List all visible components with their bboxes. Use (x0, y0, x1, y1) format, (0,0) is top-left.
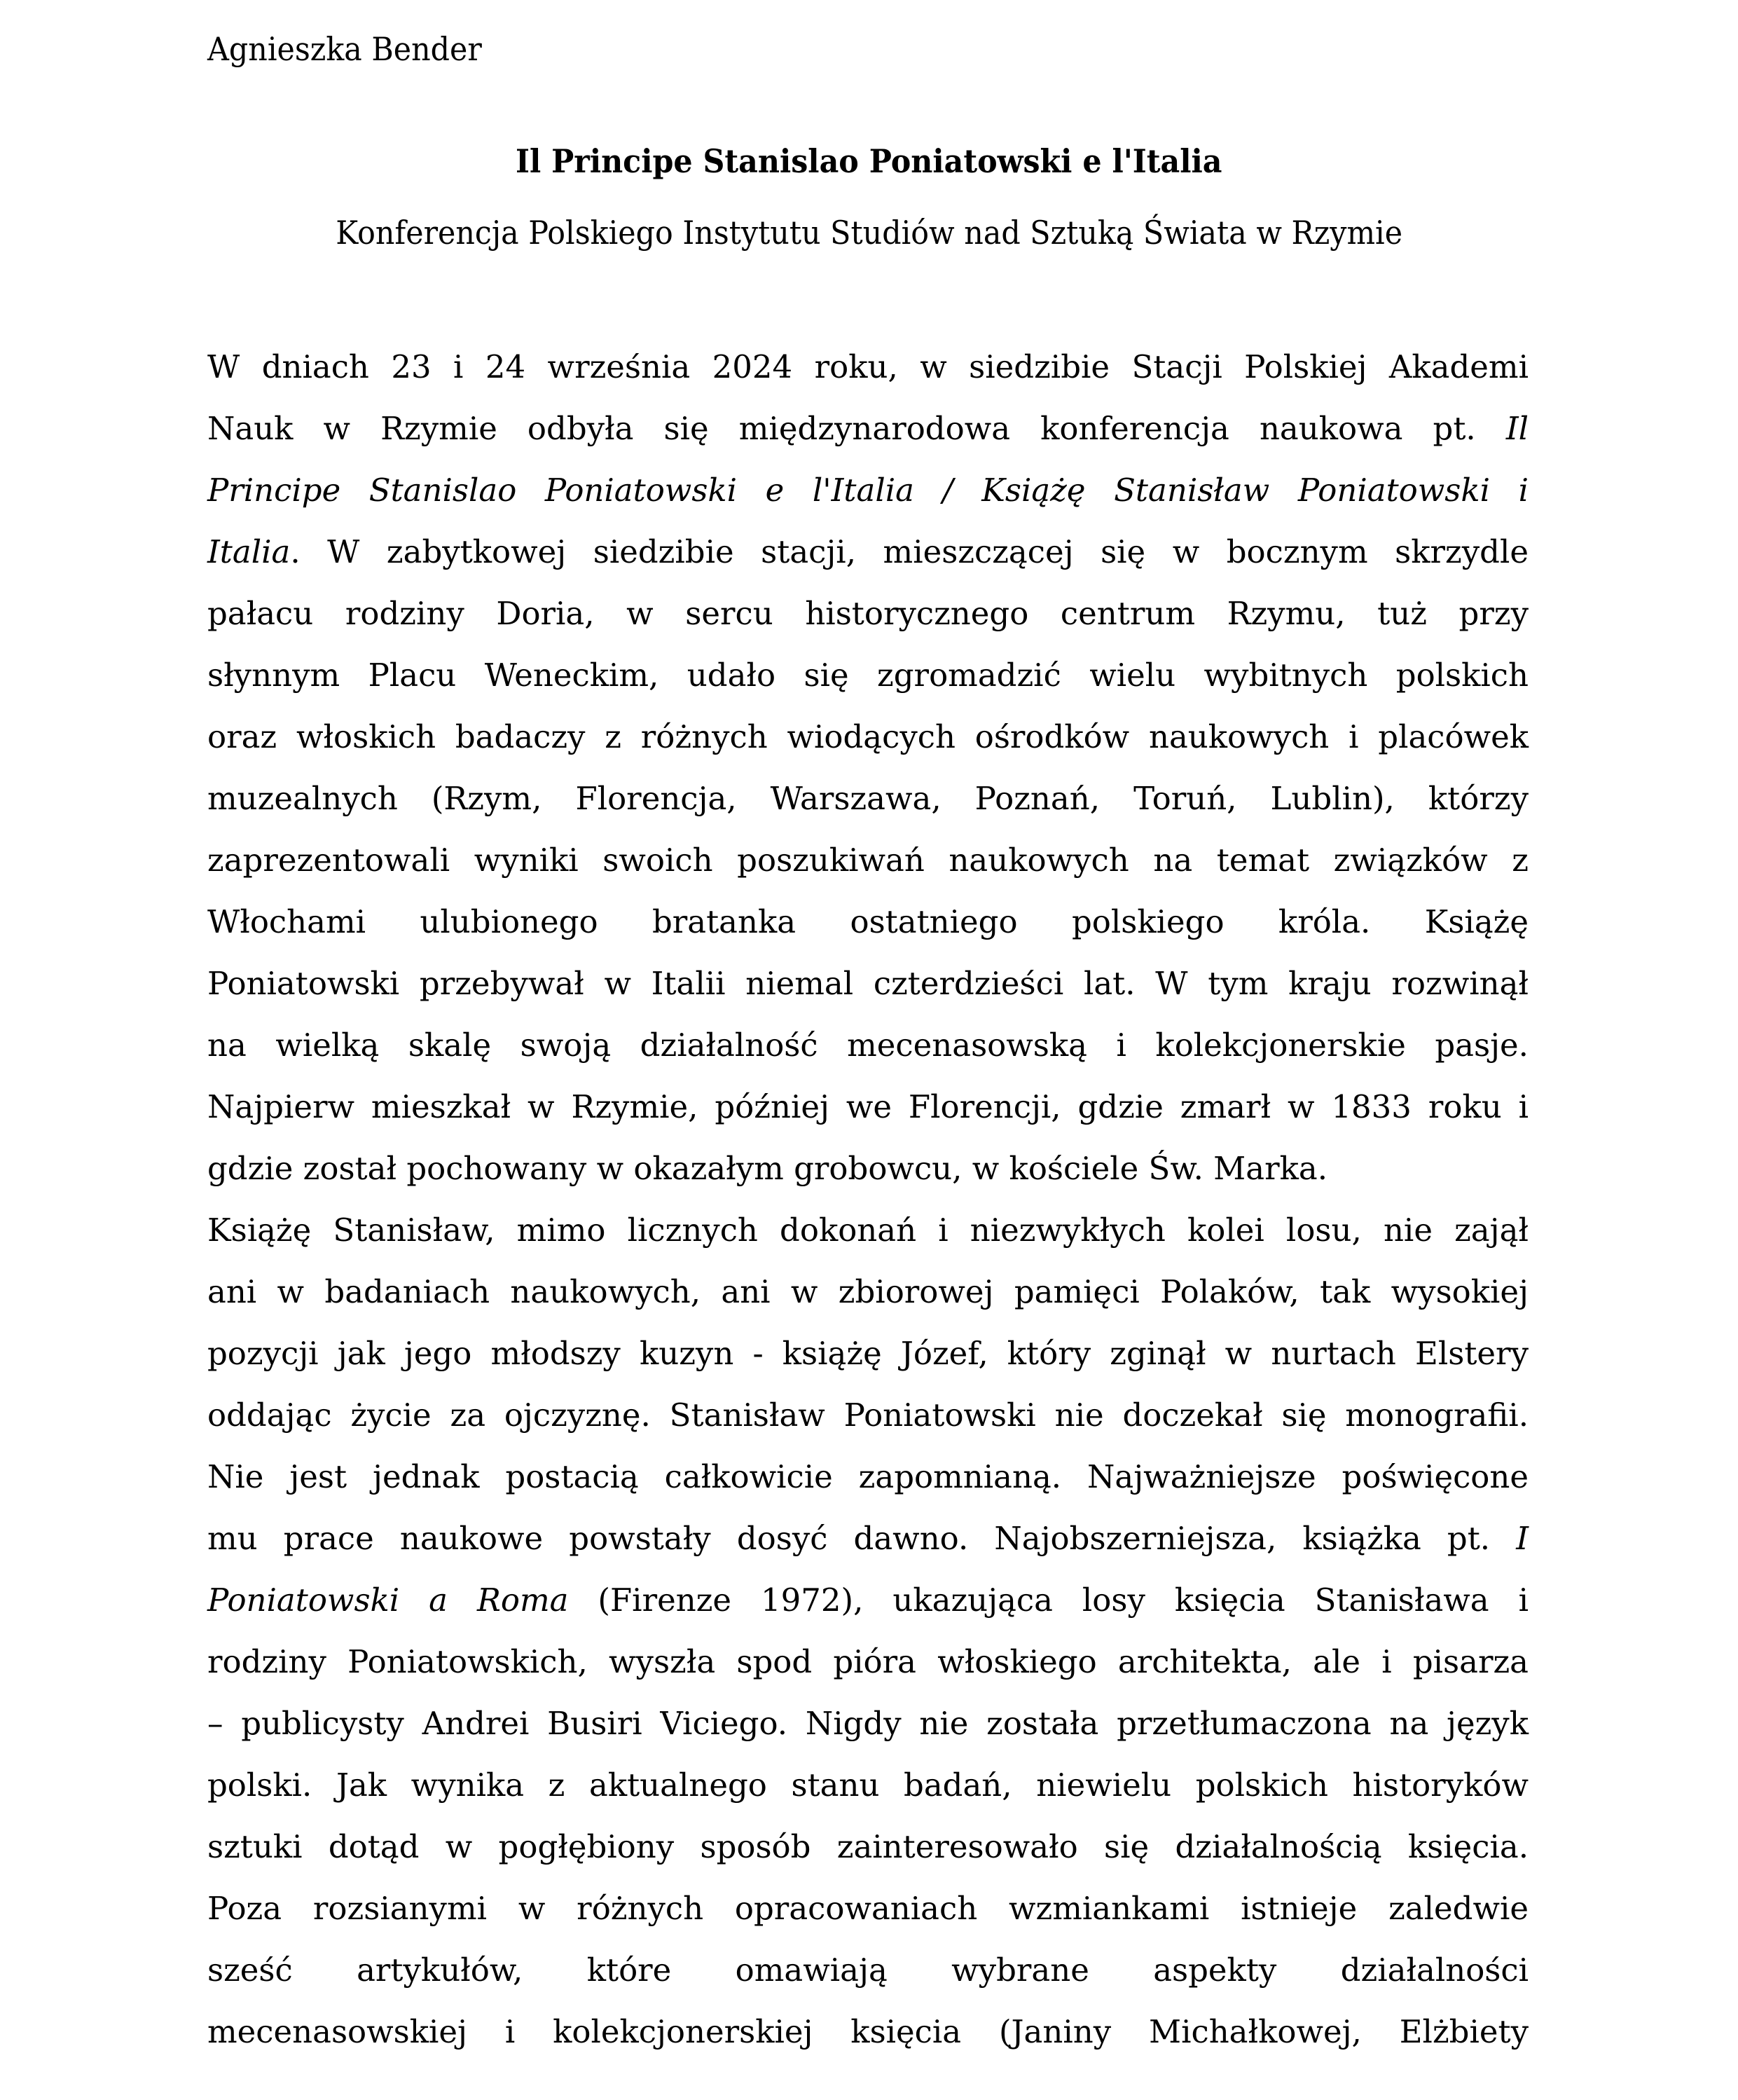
text-segment: W dniach 23 i 24 września 2024 roku, w siedzibie Stacji Polskiej Akademi (207, 348, 1529, 385)
text-line (207, 1641, 1529, 1703)
text-segment: (Firenze 1972), ukazująca losy księcia Stanisława i (568, 1581, 1529, 1619)
document-subtitle (0, 212, 1738, 254)
text-line (207, 531, 1529, 593)
text-line (207, 901, 1529, 963)
text-line (207, 1703, 1529, 1764)
text-line (207, 1209, 1529, 1271)
italic-segment: Poniatowski a Roma (207, 1581, 569, 1619)
text-segment: na wielką skalę swoją działalność mecenasowską i kolekcjonerskie pasje. (207, 1027, 1529, 1064)
text-segment: rodziny Poniatowskich, wyszła spod pióra włoskiego architekta, ale i pisarza (207, 1643, 1529, 1680)
text-segment: Włochami ulubionego bratanka ostatniego polskiego króla. Książę (207, 903, 1529, 940)
text-line (207, 593, 1529, 654)
text-segment: słynnym Placu Weneckim, udało się zgromadzić wielu wybitnych polskich (207, 657, 1529, 694)
text-line (207, 1764, 1529, 1826)
text-segment: mecenasowskiej i kolekcjonerskiej księcia (Janiny Michałkowej, Elżbiety (207, 2013, 1529, 2050)
text-segment: zaprezentowali wyniki swoich poszukiwań naukowych na temat związków z (207, 842, 1529, 879)
text-segment: Najpierw mieszkał w Rzymie, później we Florencji, gdzie zmarł w 1833 roku i (207, 1088, 1529, 1125)
text-line (207, 839, 1529, 901)
text-line (207, 1086, 1529, 1148)
paragraph (207, 1209, 1529, 2073)
text-line (207, 778, 1529, 839)
text-segment: – publicysty Andrei Busiri Viciego. Nigdy nie została przetłumaczona na język (207, 1705, 1529, 1742)
text-segment: ani w badaniach naukowych, ani w zbiorowej pamięci Polaków, tak wysokiej (207, 1273, 1529, 1310)
text-segment: polski. Jak wynika z aktualnego stanu badań, niewielu polskich historyków (207, 1766, 1529, 1804)
text-segment: pozycji jak jego młodszy kuzyn - książę Józef, który zginął w nurtach Elstery (207, 1335, 1529, 1372)
text-segment: Książę Stanisław, mimo licznych dokonań i niezwykłych kolei losu, nie zajął (207, 1212, 1529, 1249)
text-line (207, 1456, 1529, 1518)
document-title-text: Il Principe Stanislao Poniatowski e l'Italia (516, 142, 1222, 180)
text-line (207, 1949, 1529, 2011)
text-segment: oraz włoskich badaczy z różnych wiodących ośrodków naukowych i placówek (207, 718, 1529, 755)
text-line (207, 654, 1529, 716)
text-segment: Poniatowski przebywał w Italii niemal czterdzieści lat. W tym kraju rozwinął (207, 965, 1529, 1002)
text-segment: . W zabytkowej siedzibie stacji, mieszczącej się w bocznym skrzydle (290, 533, 1529, 570)
text-line (207, 1148, 1529, 1209)
text-line (207, 1579, 1529, 1641)
italic-segment: Il (1505, 410, 1529, 447)
text-segment: Nauk w Rzymie odbyła się międzynarodowa konferencja naukowa pt. (207, 410, 1506, 447)
text-segment: mu prace naukowe powstały dosyć dawno. Najobszerniejsza, książka pt. (207, 1520, 1517, 1557)
italic-segment: I (1516, 1520, 1529, 1557)
text-line (207, 963, 1529, 1024)
text-segment: Poza rozsianymi w różnych opracowaniach wzmiankami istnieje zaledwie (207, 1890, 1529, 1927)
text-line (207, 1888, 1529, 1949)
text-line (207, 1518, 1529, 1579)
text-segment: gdzie został pochowany w okazałym grobowcu, w kościele Św. Marka. (207, 1150, 1327, 1187)
document-title (0, 140, 1738, 182)
text-segment: oddając życie za ojczyznę. Stanisław Poniatowski nie doczekał się monografii. (207, 1396, 1529, 1434)
italic-segment: Principe Stanislao Poniatowski e l'Italia / Książę Stanisław Poniatowski i (207, 472, 1529, 509)
text-line (207, 469, 1529, 531)
italic-segment: Italia (207, 533, 291, 570)
text-line (207, 1024, 1529, 1086)
text-line (207, 1826, 1529, 1888)
text-segment: pałacu rodziny Doria, w sercu historycznego centrum Rzymu, tuż przy (207, 595, 1529, 632)
document-subtitle-text: Konferencja Polskiego Instytutu Studiów nad Sztuką Świata w Rzymie (336, 214, 1402, 252)
text-line (207, 1271, 1529, 1333)
text-line (207, 408, 1529, 469)
text-segment: sztuki dotąd w pogłębiony sposób zainteresowało się działalnością księcia. (207, 1828, 1529, 1865)
text-line (207, 1394, 1529, 1456)
text-segment: sześć artykułów, które omawiają wybrane aspekty działalności (207, 1951, 1529, 1989)
text-line (207, 1333, 1529, 1394)
document-body (207, 346, 1529, 2073)
text-segment: muzealnych (Rzym, Florencja, Warszawa, Poznań, Toruń, Lublin), którzy (207, 780, 1529, 817)
text-segment: Nie jest jednak postacią całkowicie zapomnianą. Najważniejsze poświęcone (207, 1458, 1529, 1495)
paragraph (207, 346, 1529, 1209)
text-line (207, 716, 1529, 778)
text-line (207, 346, 1529, 408)
author-name: Agnieszka Bender (207, 30, 482, 68)
text-line (207, 2011, 1529, 2073)
